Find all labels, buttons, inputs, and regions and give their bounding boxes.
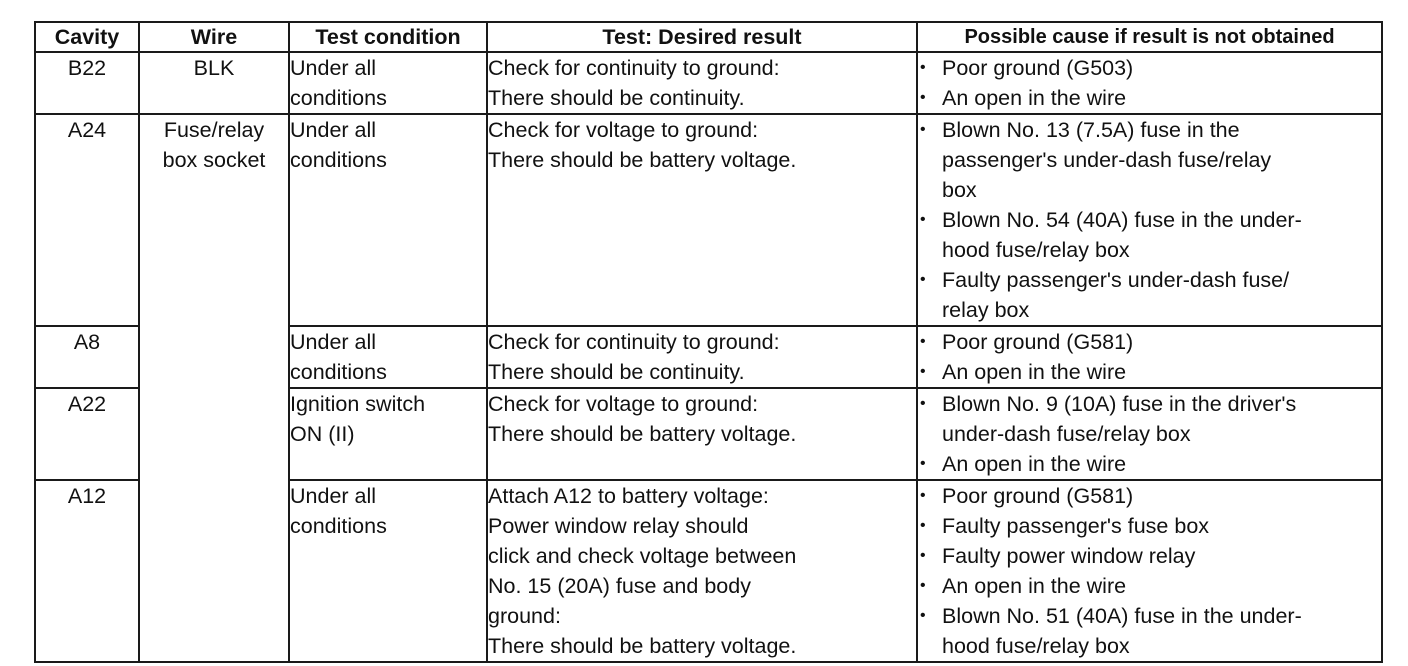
table-row	[35, 52, 1382, 114]
bullet-icon: •	[920, 607, 926, 624]
causes-cell	[917, 114, 1382, 326]
cause-item: • Blown No. 54 (40A) fuse in the under- hood fuse/relay box	[918, 205, 1381, 265]
result-line: There should be continuity.	[488, 86, 745, 110]
cavity-cell: A24	[35, 114, 139, 326]
result-line: No. 15 (20A) fuse and body	[488, 574, 751, 598]
condition-line: ON (II)	[290, 422, 355, 446]
cause-list	[918, 53, 1381, 113]
condition-line: conditions	[290, 148, 387, 172]
result-line: Power window relay should	[488, 514, 749, 538]
bullet-icon: •	[920, 211, 926, 228]
bullet-icon: •	[920, 577, 926, 594]
cause-list	[918, 389, 1381, 479]
condition-cell	[289, 114, 487, 326]
cavity-cell: A12	[35, 480, 139, 662]
result-cell	[487, 480, 917, 662]
diagnostic-table	[34, 21, 1383, 663]
cause-item: • Blown No. 51 (40A) fuse in the under- hood fuse/relay box	[918, 601, 1381, 661]
result-line: click and check voltage between	[488, 544, 797, 568]
header-test-desired-result: Test: Desired result	[487, 22, 917, 52]
cause-item: • Faulty passenger's under-dash fuse/ relay box	[918, 265, 1381, 325]
causes-cell	[917, 480, 1382, 662]
cause-item: • Faulty passenger's fuse box	[918, 511, 1381, 541]
cause-item: • Poor ground (G503)	[918, 53, 1381, 83]
condition-line: Under all	[290, 484, 377, 508]
result-cell	[487, 114, 917, 326]
cause-item: • An open in the wire	[918, 449, 1381, 479]
causes-cell	[917, 388, 1382, 480]
result-line: There should be continuity.	[488, 360, 745, 384]
condition-cell	[289, 52, 487, 114]
condition-cell	[289, 326, 487, 388]
result-line: ground:	[488, 604, 561, 628]
result-line: There should be battery voltage.	[488, 148, 797, 172]
cause-item: • Blown No. 9 (10A) fuse in the driver's under-dash fuse/relay box	[918, 389, 1381, 449]
result-line: Check for voltage to ground:	[488, 392, 759, 416]
wire-cell	[139, 114, 289, 662]
cause-item: • An open in the wire	[918, 83, 1381, 113]
wire-cell: BLK	[139, 52, 289, 114]
condition-line: Ignition switch	[290, 392, 426, 416]
cause-item: • Poor ground (G581)	[918, 327, 1381, 357]
bullet-icon: •	[920, 333, 926, 350]
cause-list	[918, 481, 1381, 661]
condition-line: conditions	[290, 514, 387, 538]
bullet-icon: •	[920, 487, 926, 504]
condition-cell	[289, 388, 487, 480]
header-possible-cause: Possible cause if result is not obtained	[917, 22, 1382, 52]
result-cell	[487, 388, 917, 480]
wire-line: Fuse/relay	[163, 118, 265, 142]
condition-line: Under all	[290, 56, 377, 80]
result-line: There should be battery voltage.	[488, 634, 797, 658]
condition-line: conditions	[290, 86, 387, 110]
bullet-icon: •	[920, 271, 926, 288]
bullet-icon: •	[920, 395, 926, 412]
bullet-icon: •	[920, 547, 926, 564]
cause-item: • An open in the wire	[918, 357, 1381, 387]
condition-cell	[289, 480, 487, 662]
bullet-icon: •	[920, 89, 926, 106]
result-cell	[487, 52, 917, 114]
result-cell	[487, 326, 917, 388]
condition-line: Under all	[290, 330, 377, 354]
result-line: Check for voltage to ground:	[488, 118, 759, 142]
header-wire: Wire	[139, 22, 289, 52]
result-line: Check for continuity to ground:	[488, 56, 780, 80]
cause-item: • Blown No. 13 (7.5A) fuse in the passenger's under-dash fuse/relay box	[918, 115, 1381, 205]
bullet-icon: •	[920, 517, 926, 534]
cause-list	[918, 115, 1381, 325]
condition-line: conditions	[290, 360, 387, 384]
bullet-icon: •	[920, 121, 926, 138]
causes-cell	[917, 326, 1382, 388]
table-row	[35, 114, 1382, 326]
header-row	[35, 22, 1382, 52]
bullet-icon: •	[920, 363, 926, 380]
result-line: Attach A12 to battery voltage:	[488, 484, 769, 508]
cavity-cell: A8	[35, 326, 139, 388]
cause-list	[918, 327, 1381, 387]
bullet-icon: •	[920, 455, 926, 472]
header-test-condition: Test condition	[289, 22, 487, 52]
causes-cell	[917, 52, 1382, 114]
cause-item: • Faulty power window relay	[918, 541, 1381, 571]
condition-line: Under all	[290, 118, 377, 142]
cause-item: • Poor ground (G581)	[918, 481, 1381, 511]
cause-item: • An open in the wire	[918, 571, 1381, 601]
result-line: Check for continuity to ground:	[488, 330, 780, 354]
result-line: There should be battery voltage.	[488, 422, 797, 446]
cavity-cell: B22	[35, 52, 139, 114]
cavity-cell: A22	[35, 388, 139, 480]
wire-line: box socket	[162, 148, 266, 172]
header-cavity: Cavity	[35, 22, 139, 52]
bullet-icon: •	[920, 59, 926, 76]
